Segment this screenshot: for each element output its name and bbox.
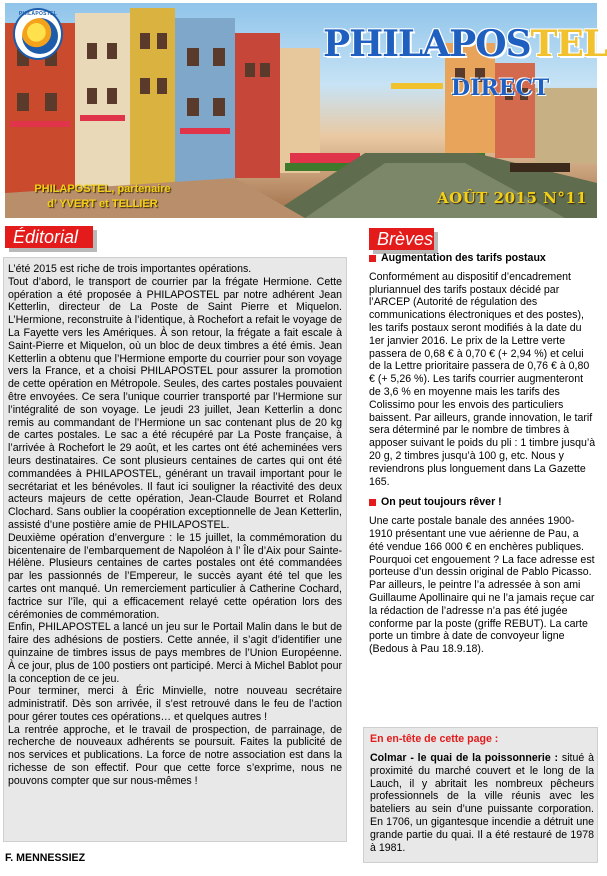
editorial-paragraph: Tout d’abord, le transport de courrier par la frégate Hermione. Cette opération a été proposée à PHILAPOSTEL par notre adhérent Jean Ketterlin, directeur de La Poste de Saint Pierre et Miquelon. L’Hermione, reconstruite à l’identique, à Rochefort a refait le voyage de La Fayette vers les Amériques. À son retour, la frégate a fait escale à Saint-Pierre et Miquelon, où un bloc de deux timbres a été émis. Jean Ketterlin a obtenu que l’Hermione emporte du courrier pour son voyage vers la France, et a choisi PHILAPOSTEL pour assurer la promotion de cette opération en Métropole. Seules, des cartes postales pouvaient être envoyées. Ce sera l’unique courrier transporté par l’Hermione sur l’intégralité de son voyage. Le jeudi 23 juillet, Jean Ketterlin a donc remis au commandant de l’Hermione un sac contenant plus de 20 kg de cartes postales. Le sac a été récupéré par La Poste française, à l’arrivée à Rochefort le 29 août, et les cartes ont été acheminées vers leurs destinataires. Ce sont plusieurs centaines de cartes qui ont été commandées à PHILAPOSTEL, générant un travail important pour le secrétariat et les bénévoles. Il faut ici souligner la réactivité des deux acteurs majeurs de cette opération, Jean-Claude Bourret et Roland Clochard. Sans oublier la coopération exceptionnelle de Jean Ketterlin, assisté d’une postière amie de PHILAPOSTEL. <box>8 275 342 531</box>
breve-heading-text: Augmentation des tarifs postaux <box>381 252 546 264</box>
header-caption-title: En en-tête de cette page : <box>370 733 499 745</box>
logo-emblem <box>22 18 58 54</box>
logo-text: PHILAPOSTEL <box>18 11 58 17</box>
brand-title-part2: TEL <box>530 23 607 65</box>
brand-title-part1: PHILAPOS <box>323 23 531 65</box>
direct-underline <box>391 83 443 89</box>
breve-heading <box>369 496 596 509</box>
header-caption-body: situé à proximité du marché couvert et le long de la Lauch, il y abritait les nombreux pêcheurs professionnels de la ville réunis avec les bateliers au sein d’une puissante corporation. En 1706, un gigantesque incendie a détruit une grande partie du quai. Il a été restauré de 1978 à 1981. <box>370 752 594 854</box>
editorial-text <box>8 263 342 788</box>
editorial-paragraph: L’été 2015 est riche de trois importantes opérations. <box>8 263 252 275</box>
breve-text: Conformément au dispositif d’encadrement pluriannuel des tarifs postaux décidé par l’ARCEP (Autorité de régulation des communications électroniques et des postes), les tarifs postaux seront modifiés à la date du 1er janvier 2016. Le prix de la Lettre verte passera de 0,68 € à 0,70 € (+ 2,94 %) et celui de la Lettre prioritaire passera de 0,76 € à 0,80 € (+ 5,26 %). Les tarifs courrier augmenteront de 3,6 % en moyenne mais les tarifs des Colissimo pour les envois des particuliers baissent. Par ailleurs, grande innovation, le tarif sera déterminé par le nombre de timbres à apposer suivant le poids du pli : 1 timbre jusqu’à 20 g, 2 timbres jusqu’à 100 g, etc. Nous y reviendrons plus longuement dans La Gazette 165. <box>369 270 596 488</box>
editorial-title: Éditorial <box>5 226 93 248</box>
red-square-bullet-icon <box>369 499 376 506</box>
header-banner <box>5 3 607 218</box>
subtitle-direct: DIRECT <box>451 75 550 101</box>
red-square-bullet-icon <box>369 255 376 262</box>
breve-text: Une carte postale banale des années 1900-1910 présentant une vue aérienne de Pau, a été vendue 166 000 € en enchères publiques. Pourquoi cet engouement ? La face adresse est porteuse d’un dessin original de Pablo Picasso. Par ailleurs, le peintre l’a adressée à son ami Guillaume Apollinaire qui ne l’a jamais reçue car la rédaction de l’adresse n’a pas été jugée conforme par la poste (griffe REBUT). La carte porte un timbre à date de convoyeur ligne (Bedous à Pau 18.9.18). <box>369 515 595 656</box>
editorial-paragraph: La rentrée approche, et le travail de prospection, de parrainage, de recherche de nouveaux adhérents se poursuit. Faites la publicité de nos services et publications. La force de notre association est dans la richesse de son effectif. Pour que cette force s’exprime, nous ne pouvons compter que sur nous-mêmes ! <box>8 723 342 787</box>
issue-date: AOÛT 2015 N°11 <box>437 189 588 207</box>
editorial-paragraph: Pour terminer, merci à Éric Minvielle, notre nouveau secrétaire administratif. Dès son arrivée, il s’est retrouvé dans le feu de l’action pour gérer toutes ces opérations… et quelques autres ! <box>8 685 342 723</box>
editorial-signature: F. MENNESSIEZ <box>5 852 86 864</box>
breve-heading-text: On peut toujours rêver ! <box>381 496 502 509</box>
partner-caption <box>20 182 185 212</box>
editorial-box <box>3 257 347 842</box>
editorial-paragraph: Deuxième opération d’envergure : le 15 juillet, la commémoration du bicentenaire de l’embarquement de Napoléon à l’ Île d’Aix pour Sainte-Hélène. Plusieurs centaines de cartes postales ont été commandées par les passionnés de l’Empereur, le succès ayant été tel que les cartes ont manqué. Un remerciement particulier à Catherine Cochard, factrice sur l’île, qui a efficacement relayé cette opération lors des cérémonies de commémoration. <box>8 531 342 621</box>
header-caption-text <box>370 752 594 854</box>
breves-column <box>369 252 596 664</box>
brand-title <box>323 23 607 65</box>
philapostel-logo <box>13 8 63 60</box>
header-caption-box <box>363 727 598 863</box>
partner-line-2: d’ YVERT et TELLIER <box>47 198 158 210</box>
header-caption-lead: Colmar - le quai de la poissonnerie : <box>370 752 559 764</box>
editorial-paragraph: Enfin, PHILAPOSTEL a lancé un jeu sur le Portail Malin dans le but de faire des adhésions de postiers. Cette année, il s’agit d’identifier une quinzaine de timbres issus de pays membres de l’Union Européenne. À ce jour, plus de 100 postiers ont participé. Merci à Michel Bablot pour la conception de ce jeu. <box>8 621 342 685</box>
partner-line-1: PHILAPOSTEL, partenaire <box>34 183 171 195</box>
breve-heading <box>369 252 596 265</box>
breves-title: Brèves <box>369 228 434 250</box>
